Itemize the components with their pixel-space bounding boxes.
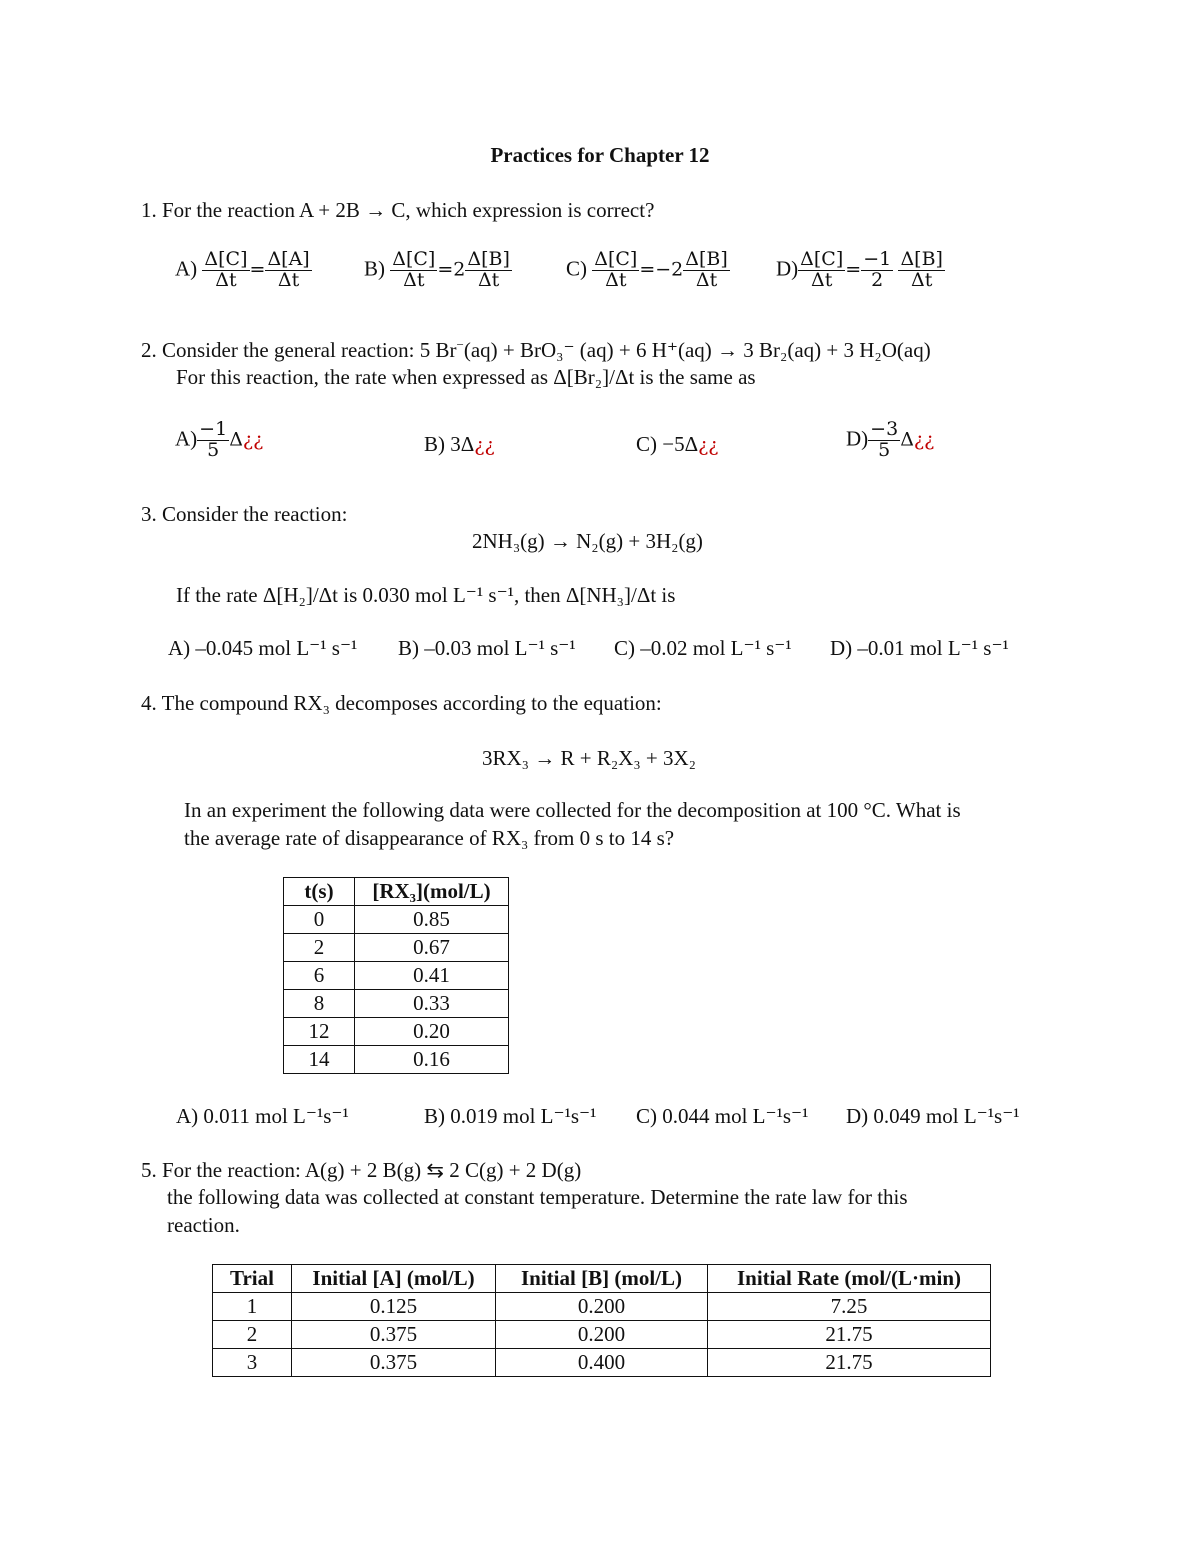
option-label: B) 3Δ [424,432,475,456]
option-label: D) [846,426,869,451]
stem-text: 2. Consider the general reaction: 5 Br [141,338,457,362]
render-error-glyph: ¿¿ [913,428,935,451]
option-label: A) [175,426,198,451]
table-cell: 2 [213,1321,292,1349]
table-row [284,906,509,934]
page-title: Practices for Chapter 12 [490,143,710,167]
table-header: Trial [213,1265,292,1293]
question-4-prompt-line2: the average rate of disappearance of RX₃ from 0 s to 14 s? [184,826,675,850]
table-cell: 0.200 [496,1293,708,1321]
q4-option-c: C) 0.044 mol L⁻¹s⁻¹ [636,1104,809,1128]
q2-option-a [175,420,263,461]
denominator: Δt [215,268,237,291]
numerator: Δ[C] [204,248,248,270]
fraction [465,250,512,291]
option-label: C) −5Δ [636,432,699,456]
table-cell: 0 [284,906,355,934]
numerator: −3 [870,418,899,440]
table-header-row [213,1265,991,1293]
question-5-line3: reaction. [167,1213,240,1237]
q2-option-c [636,432,718,457]
table-cell: 12 [284,1018,355,1046]
option-label: A) [175,256,198,281]
numerator: Δ[B] [685,248,728,270]
table-cell: 2 [284,934,355,962]
numerator: Δ[C] [800,248,844,270]
denominator: Δt [811,268,833,291]
question-4-stem: 4. The compound RX₃ decomposes according to the equation: [141,691,662,715]
q1-option-b [364,250,512,291]
numerator: −1 [199,418,228,440]
rate-data-table [212,1264,991,1377]
denominator: 5 [207,438,220,461]
delta: Δ [900,428,914,451]
table-cell: 21.75 [708,1349,991,1377]
question-3-prompt: If the rate Δ[H₂]/Δt is 0.030 mol L⁻¹ s⁻¹, then Δ[NH₃]/Δt is [176,583,676,607]
operator: =−2 [639,258,684,281]
numerator: −1 [863,248,892,270]
table-cell: 21.75 [708,1321,991,1349]
fraction [265,250,311,291]
fraction [868,420,900,461]
question-4-equation: 3RX₃ → R + R₂X₃ + 3X₂ [482,746,696,770]
numerator: Δ[B] [900,248,943,270]
denominator: Δt [911,268,933,291]
denominator: 2 [871,268,884,291]
render-error-glyph: ¿¿ [698,434,719,456]
q4-option-d: D) 0.049 mol L⁻¹s⁻¹ [846,1104,1020,1128]
table-cell: 0.400 [496,1349,708,1377]
question-3-stem: 3. Consider the reaction: [141,502,348,526]
numerator: Δ[C] [594,248,638,270]
denominator: Δt [695,268,718,291]
table-row [284,1018,509,1046]
table-cell: 0.20 [355,1018,509,1046]
table-cell: 1 [213,1293,292,1321]
table-row [284,962,509,990]
table-cell: 0.85 [355,906,509,934]
question-3-equation: 2NH₃(g) → N₂(g) + 3H₂(g) [472,529,703,553]
option-label: D) [776,256,799,281]
question-4-prompt-line1: In an experiment the following data were collected for the decomposition at 100 °C. What is [184,798,961,822]
table-cell: 0.375 [292,1321,496,1349]
fraction [197,420,229,461]
table-row [284,990,509,1018]
question-2-stem: 2. Consider the general reaction: 5 Br−(aq) + BrO₃⁻ (aq) + 6 H⁺(aq) → 3 Br₂(aq) + 3 H₂O(aq) [141,337,931,362]
q1-option-a [175,250,312,291]
denominator: Δt [605,268,627,291]
table-row [284,1046,509,1074]
q4-option-b: B) 0.019 mol L⁻¹s⁻¹ [424,1104,597,1128]
table-header: Initial Rate (mol/(L·min) [708,1265,991,1293]
table-cell: 14 [284,1046,355,1074]
delta: Δ [229,428,243,451]
table-row [213,1349,991,1377]
fraction [898,250,945,291]
numerator: Δ[A] [267,248,310,270]
fraction [390,250,437,291]
table-header: [RX₃](mol/L) [355,878,509,906]
operator: =2 [437,258,466,281]
render-error-glyph: ¿¿ [242,428,264,451]
denominator: Δt [477,268,500,291]
table-cell: 7.25 [708,1293,991,1321]
table-cell: 3 [213,1349,292,1377]
fraction [592,250,639,291]
denominator: Δt [277,268,300,291]
fraction [861,250,893,291]
table-row [213,1321,991,1349]
table-row [213,1293,991,1321]
q4-option-a: A) 0.011 mol L⁻¹s⁻¹ [176,1104,349,1128]
table-header: Initial [A] (mol/L) [292,1265,496,1293]
numerator: Δ[C] [392,248,436,270]
table-header: Initial [B] (mol/L) [496,1265,708,1293]
table-cell: 0.16 [355,1046,509,1074]
table-cell: 0.375 [292,1349,496,1377]
question-5-line2: the following data was collected at constant temperature. Determine the rate law for this [167,1185,908,1209]
option-label: C) [566,256,587,281]
table-cell: 8 [284,990,355,1018]
q3-option-a: A) –0.045 mol L⁻¹ s⁻¹ [168,636,358,660]
fraction [798,250,845,291]
render-error-glyph: ¿¿ [474,434,495,456]
operator: = [249,258,266,281]
question-1-stem: 1. For the reaction A + 2B → C, which expression is correct? [141,198,655,222]
q3-option-d: D) –0.01 mol L⁻¹ s⁻¹ [830,636,1009,660]
operator: = [845,258,862,281]
denominator: 5 [878,438,891,461]
table-cell: 0.67 [355,934,509,962]
q1-option-d [776,250,945,291]
question-2-line2: For this reaction, the rate when expressed as Δ[Br₂]/Δt is the same as [176,365,756,389]
fraction [202,250,249,291]
question-5-stem: 5. For the reaction: A(g) + 2 B(g) ⇆ 2 C(g) + 2 D(g) [141,1158,582,1182]
q1-option-c [566,250,730,291]
fraction [683,250,730,291]
stem-text: (aq) + BrO₃⁻ (aq) + 6 H⁺(aq) → 3 Br₂(aq) + 3 H₂O(aq) [463,338,931,362]
table-cell: 0.125 [292,1293,496,1321]
rx3-concentration-table [283,877,509,1074]
table-header: t(s) [284,878,355,906]
q2-option-b [424,432,495,457]
option-label: B) [364,256,385,281]
table-cell: 6 [284,962,355,990]
table-cell: 0.200 [496,1321,708,1349]
table-header-row [284,878,509,906]
table-cell: 0.41 [355,962,509,990]
denominator: Δt [403,268,425,291]
table-row [284,934,509,962]
q2-option-d [846,420,934,461]
numerator: Δ[B] [467,248,510,270]
table-cell: 0.33 [355,990,509,1018]
q3-option-b: B) –0.03 mol L⁻¹ s⁻¹ [398,636,576,660]
q3-option-c: C) –0.02 mol L⁻¹ s⁻¹ [614,636,792,660]
